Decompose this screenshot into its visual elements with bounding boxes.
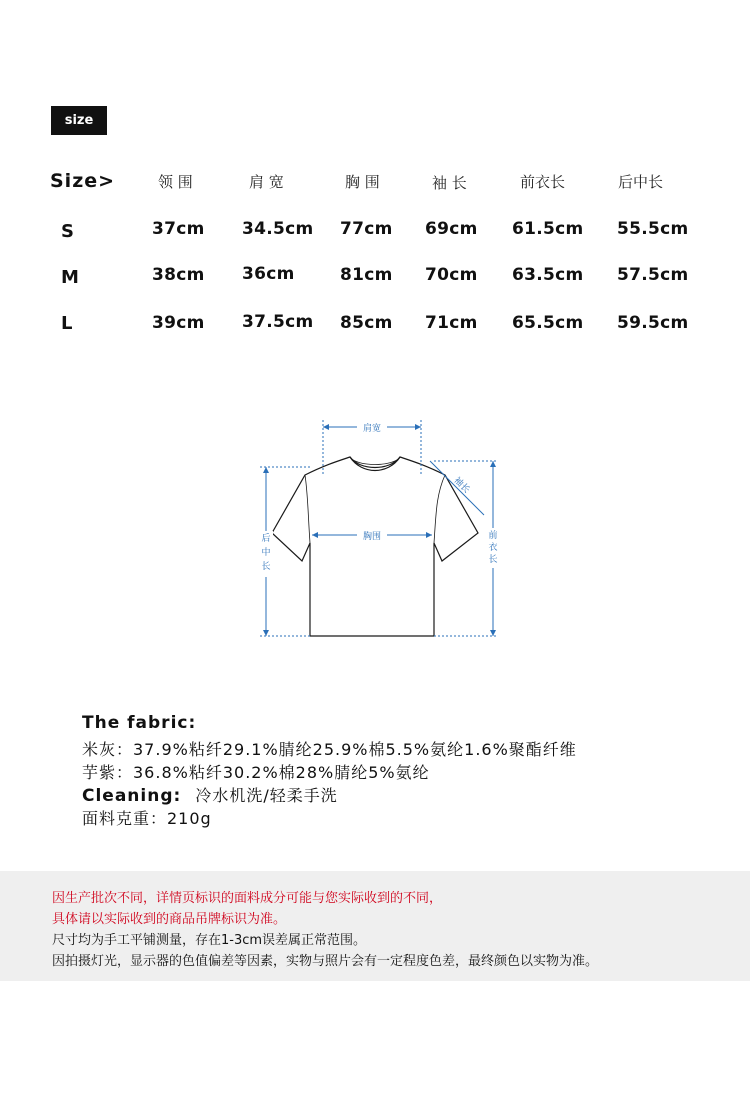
fabric-title: The fabric: <box>82 713 197 733</box>
arrow-head <box>263 467 269 473</box>
table-header-sleeve: 袖 长 <box>432 174 467 192</box>
table-cell: 65.5cm <box>512 313 584 333</box>
cleaning-value: 冷水机洗/轻柔手洗 <box>195 786 338 805</box>
fabric-gray-composition: 米灰：37.9%粘纤29.1%腈纶25.9%棉5.5%氨纶1.6%聚酯纤维 <box>82 740 577 759</box>
arrow-head <box>490 630 496 636</box>
table-cell: 63.5cm <box>512 265 584 285</box>
sleeve-label: 袖长 <box>451 475 472 496</box>
front-length-label: 前 <box>488 531 498 541</box>
notice-line: 尺寸均为手工平铺测量，存在1-3cm误差属正常范围。 <box>52 933 367 948</box>
table-cell: 37.5cm <box>242 312 314 332</box>
table-cell: 55.5cm <box>617 219 689 239</box>
table-header-front-length: 前衣长 <box>520 173 566 191</box>
table-cell: 59.5cm <box>617 313 689 333</box>
table-cell: 77cm <box>340 219 393 239</box>
back-length-label: 后 <box>261 534 271 544</box>
notice-line: 因生产批次不同，详情页标识的面料成分可能与您实际收到的不同， <box>52 891 443 906</box>
shoulder-label: 肩宽 <box>362 424 382 434</box>
cleaning-row <box>82 783 338 806</box>
table-row-size: S <box>61 221 74 242</box>
back-length-label: 中 <box>261 548 271 558</box>
front-length-label: 衣 <box>488 543 498 553</box>
table-cell: 38cm <box>152 265 205 285</box>
table-cell: 85cm <box>340 313 393 333</box>
table-cell: 34.5cm <box>242 219 314 239</box>
table-cell: 61.5cm <box>512 219 584 239</box>
table-cell: 37cm <box>152 219 205 239</box>
notice-box <box>0 871 750 981</box>
table-header-back-length: 后中长 <box>618 173 664 191</box>
arrow-head <box>263 630 269 636</box>
table-cell: 71cm <box>425 313 478 333</box>
arrow-head <box>415 424 421 430</box>
table-cell: 69cm <box>425 219 478 239</box>
back-length-label: 长 <box>261 562 271 572</box>
chest-label: 胸围 <box>362 532 382 542</box>
cleaning-label: Cleaning: <box>82 786 182 806</box>
arrow-head <box>323 424 329 430</box>
arrow-head <box>490 461 496 467</box>
table-cell: 39cm <box>152 313 205 333</box>
table-row-size: M <box>61 267 79 288</box>
table-cell: 36cm <box>242 264 295 284</box>
tshirt-measurement-diagram <box>250 415 500 650</box>
table-cell: 70cm <box>425 265 478 285</box>
table-cell: 81cm <box>340 265 393 285</box>
size-badge: size <box>51 106 107 135</box>
table-header-shoulder: 肩 宽 <box>249 173 284 191</box>
tshirt-outline <box>272 457 478 636</box>
table-row-size: L <box>61 313 73 334</box>
table-header-neck: 领 围 <box>158 173 193 191</box>
front-length-label: 长 <box>488 555 498 565</box>
table-cell: 57.5cm <box>617 265 689 285</box>
table-header-size: Size> <box>50 170 116 192</box>
fabric-purple-composition: 芋紫：36.8%粘纤30.2%棉28%腈纶5%氨纶 <box>82 763 430 782</box>
table-header-chest: 胸 围 <box>345 173 380 191</box>
notice-line: 具体请以实际收到的商品吊牌标识为准。 <box>52 912 287 927</box>
notice-line: 因拍摄灯光，显示器的色值偏差等因素，实物与照片会有一定程度色差，最终颜色以实物为准。 <box>52 954 599 969</box>
fabric-weight: 面料克重：210g <box>82 809 212 828</box>
